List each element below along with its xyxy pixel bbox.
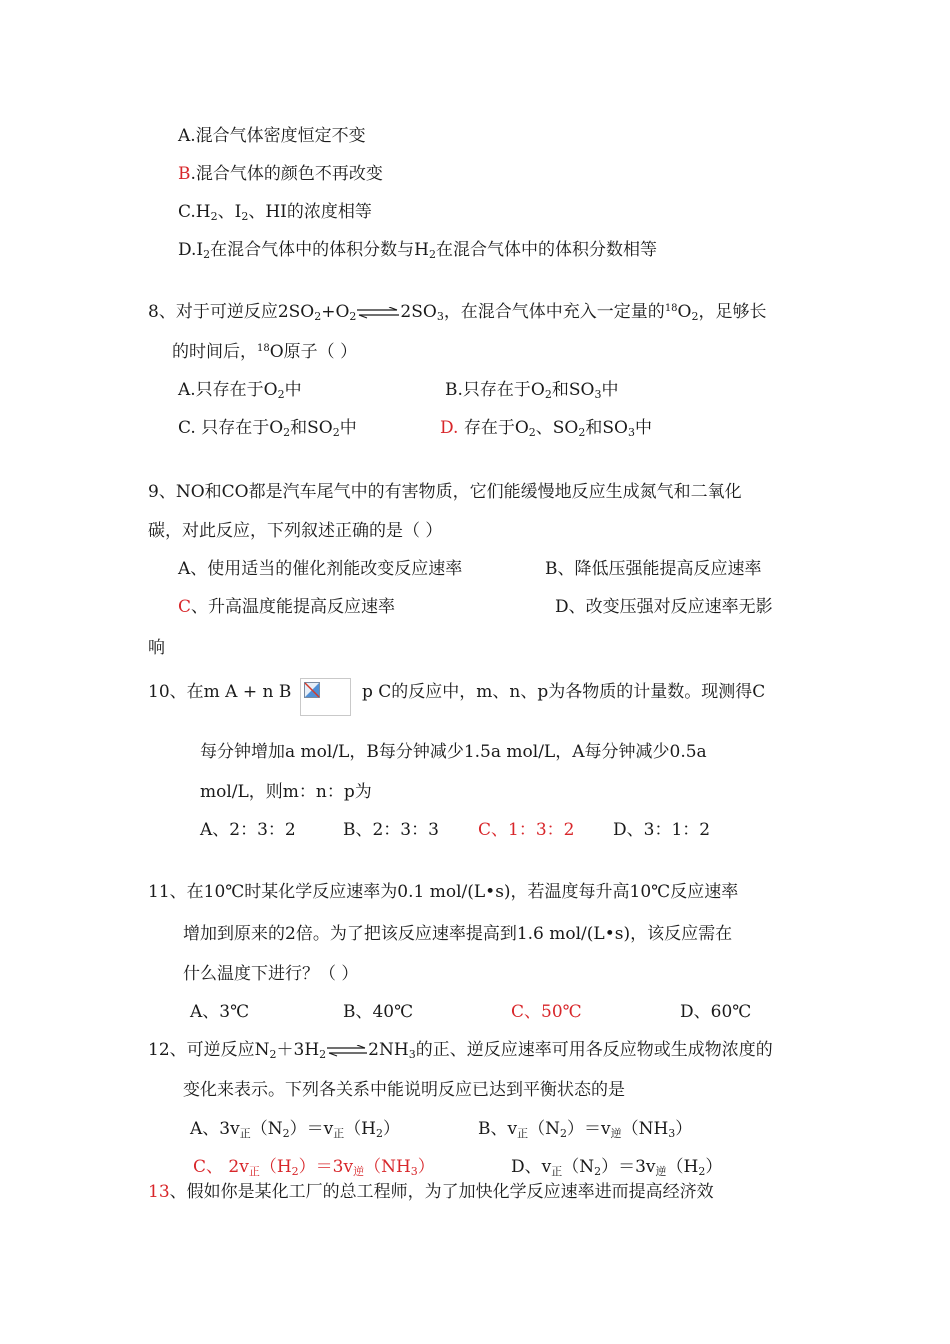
q8-option-c: C. 只存在于$O_2$和$SO_2$中 xyxy=(178,418,357,439)
q9-option-b: B、降低压强能提高反应速率 xyxy=(545,559,762,579)
q8-option-a: A.只存在于$O_2$中 xyxy=(178,380,302,401)
q12-option-c: C、 $2v_正(H_2)=3v_逆(NH_3)$ xyxy=(193,1157,435,1178)
broken-image-icon xyxy=(304,682,320,698)
q13-stem-line1: 13、假如你是某化工厂的总工程师，为了加快化学反应速率进而提高经济效 xyxy=(148,1182,714,1202)
q12-option-b: B、$v_正(N_2)=v_逆(NH_3)$ xyxy=(478,1119,693,1140)
q11-option-b: B、40℃ xyxy=(343,1002,414,1022)
q8-stem-line2: 的时间后，$^{18}$O原子（ ） xyxy=(172,342,358,362)
q10-stem-part1: 10、在m A + n B xyxy=(148,682,292,702)
q8-option-d: D. 存在于$O_2$、$SO_2$和$SO_3$中 xyxy=(440,418,652,439)
q10-stem-line3: mol/L，则m：n：p为 xyxy=(200,782,372,802)
q8-option-b: B.只存在于$O_2$和$SO_3$中 xyxy=(445,380,619,401)
reversible-arrow-icon xyxy=(327,1045,367,1057)
q10-option-d: D、3：1：2 xyxy=(613,820,711,840)
q7-option-b: B.混合气体的颜色不再改变 xyxy=(178,164,383,184)
q9-stem-line1: 9、NO和CO都是汽车尾气中的有害物质，它们能缓慢地反应生成氮气和二氧化 xyxy=(148,482,742,502)
q9-stem-line2: 碳，对此反应，下列叙述正确的是（ ） xyxy=(148,521,443,541)
q9-option-d-wrap: 响 xyxy=(148,638,165,658)
broken-image-placeholder xyxy=(300,678,351,716)
q9-option-a: A、使用适当的催化剂能改变反应速率 xyxy=(178,559,463,579)
q11-option-a: A、3℃ xyxy=(190,1002,250,1022)
reversible-arrow-icon xyxy=(357,307,399,319)
q10-stem-line2: 每分钟增加a mol/L，B每分钟减少1.5a mol/L，A每分钟减少0.5a xyxy=(200,742,707,762)
q9-option-c: C、升高温度能提高反应速率 xyxy=(178,597,396,617)
q12-stem-line2: 变化来表示。下列各关系中能说明反应已达到平衡状态的是 xyxy=(183,1080,625,1100)
q12-option-a: A、$3v_正(N_2)=v_正(H_2)$ xyxy=(190,1119,401,1140)
q8-stem-line1: 8、对于可逆反应$2SO_2+O_2$ $2SO_3$，在混合气体中充入一定量的$^{18}O_2$，足够长 xyxy=(148,302,767,323)
q10-stem-part2: p C的反应中，m、n、p为各物质的计量数。现测得C xyxy=(362,682,766,702)
q10-option-a: A、2：3：2 xyxy=(200,820,296,840)
q10-option-c: C、1：3：2 xyxy=(478,820,575,840)
q11-option-c: C、50℃ xyxy=(511,1002,582,1022)
q7-option-a: A.混合气体密度恒定不变 xyxy=(178,126,366,146)
q7-option-c: $C.H_2$、$I_2$、HI的浓度相等 xyxy=(178,202,372,223)
q12-option-d: D、$v_正(N_2)=3v_逆(H_2)$ xyxy=(511,1157,723,1178)
q9-option-d: D、改变压强对反应速率无影 xyxy=(555,597,773,617)
q10-option-b: B、2：3：3 xyxy=(343,820,439,840)
q11-option-d: D、60℃ xyxy=(680,1002,752,1022)
q11-stem-line3: 什么温度下进行？（ ） xyxy=(183,964,359,984)
q12-stem-line1: 12、可逆反应$N_2+3H_2$ $2NH_3$的正、逆反应速率可用各反应物或生成物浓度的 xyxy=(148,1040,773,1061)
q11-stem-line2: 增加到原来的2倍。为了把该反应速率提高到1.6 mol/(L•s)，该反应需在 xyxy=(183,924,733,944)
q7-option-d: $D.I_2$在混合气体中的体积分数与$H_2$在混合气体中的体积分数相等 xyxy=(178,240,657,261)
q11-stem-line1: 11、在10℃时某化学反应速率为0.1 mol/(L•s)，若温度每升高10℃反应速率 xyxy=(148,882,739,902)
